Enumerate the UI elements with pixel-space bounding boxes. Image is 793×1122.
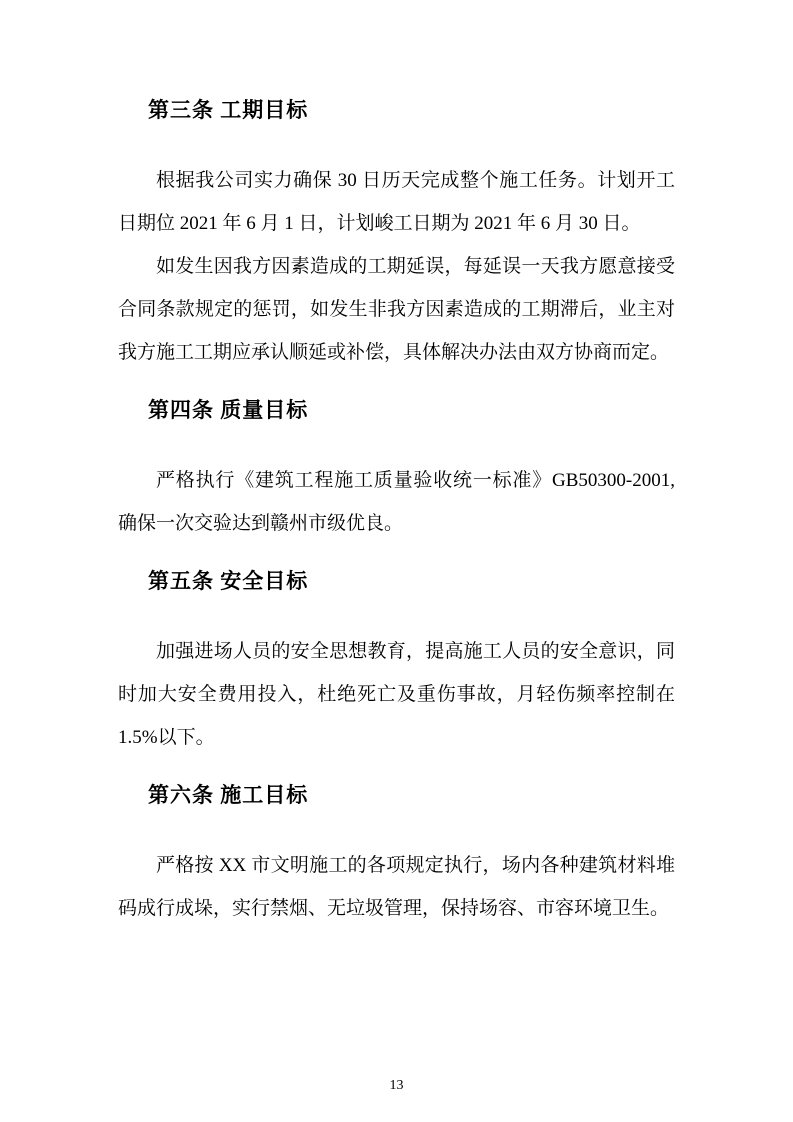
page-number: 13	[389, 1078, 404, 1093]
paragraph-schedule-2: 如发生因我方因素造成的工期延误，每延误一天我方愿意接受合同条款规定的惩罚，如发生非我方因素造成的工期滞后，业主对我方施工工期应承认顺延或补偿，具体解决办法由双方协商而定。	[118, 256, 675, 363]
section-heading-article-5: 第五条 安全目标	[148, 569, 309, 593]
document-content	[118, 0, 675, 930]
section-heading-article-4: 第四条 质量目标	[148, 398, 309, 422]
paragraph-schedule-1: 根据我公司实力确保 30 日历天完成整个施工任务。计划开工日期位 2021 年 6 月 1 日，计划峻工日期为 2021 年 6 月 30 日。	[118, 170, 675, 234]
paragraph-construction: 严格按 XX 市文明施工的各项规定执行，场内各种建筑材料堆码成行成垛，实行禁烟、无垃圾管理，保持场容、市容环境卫生。	[118, 855, 675, 919]
paragraph-quality: 严格执行《建筑工程施工质量验收统一标准》GB50300-2001,确保一次交验达到赣州市级优良。	[118, 470, 675, 534]
section-heading-article-6: 第六条 施工目标	[148, 783, 309, 807]
section-heading-article-3: 第三条 工期目标	[148, 98, 309, 122]
paragraph-safety: 加强进场人员的安全思想教育，提高施工人员的安全意识，同时加大安全费用投入，杜绝死亡及重伤事故，月轻伤频率控制在 1.5%以下。	[118, 641, 675, 748]
